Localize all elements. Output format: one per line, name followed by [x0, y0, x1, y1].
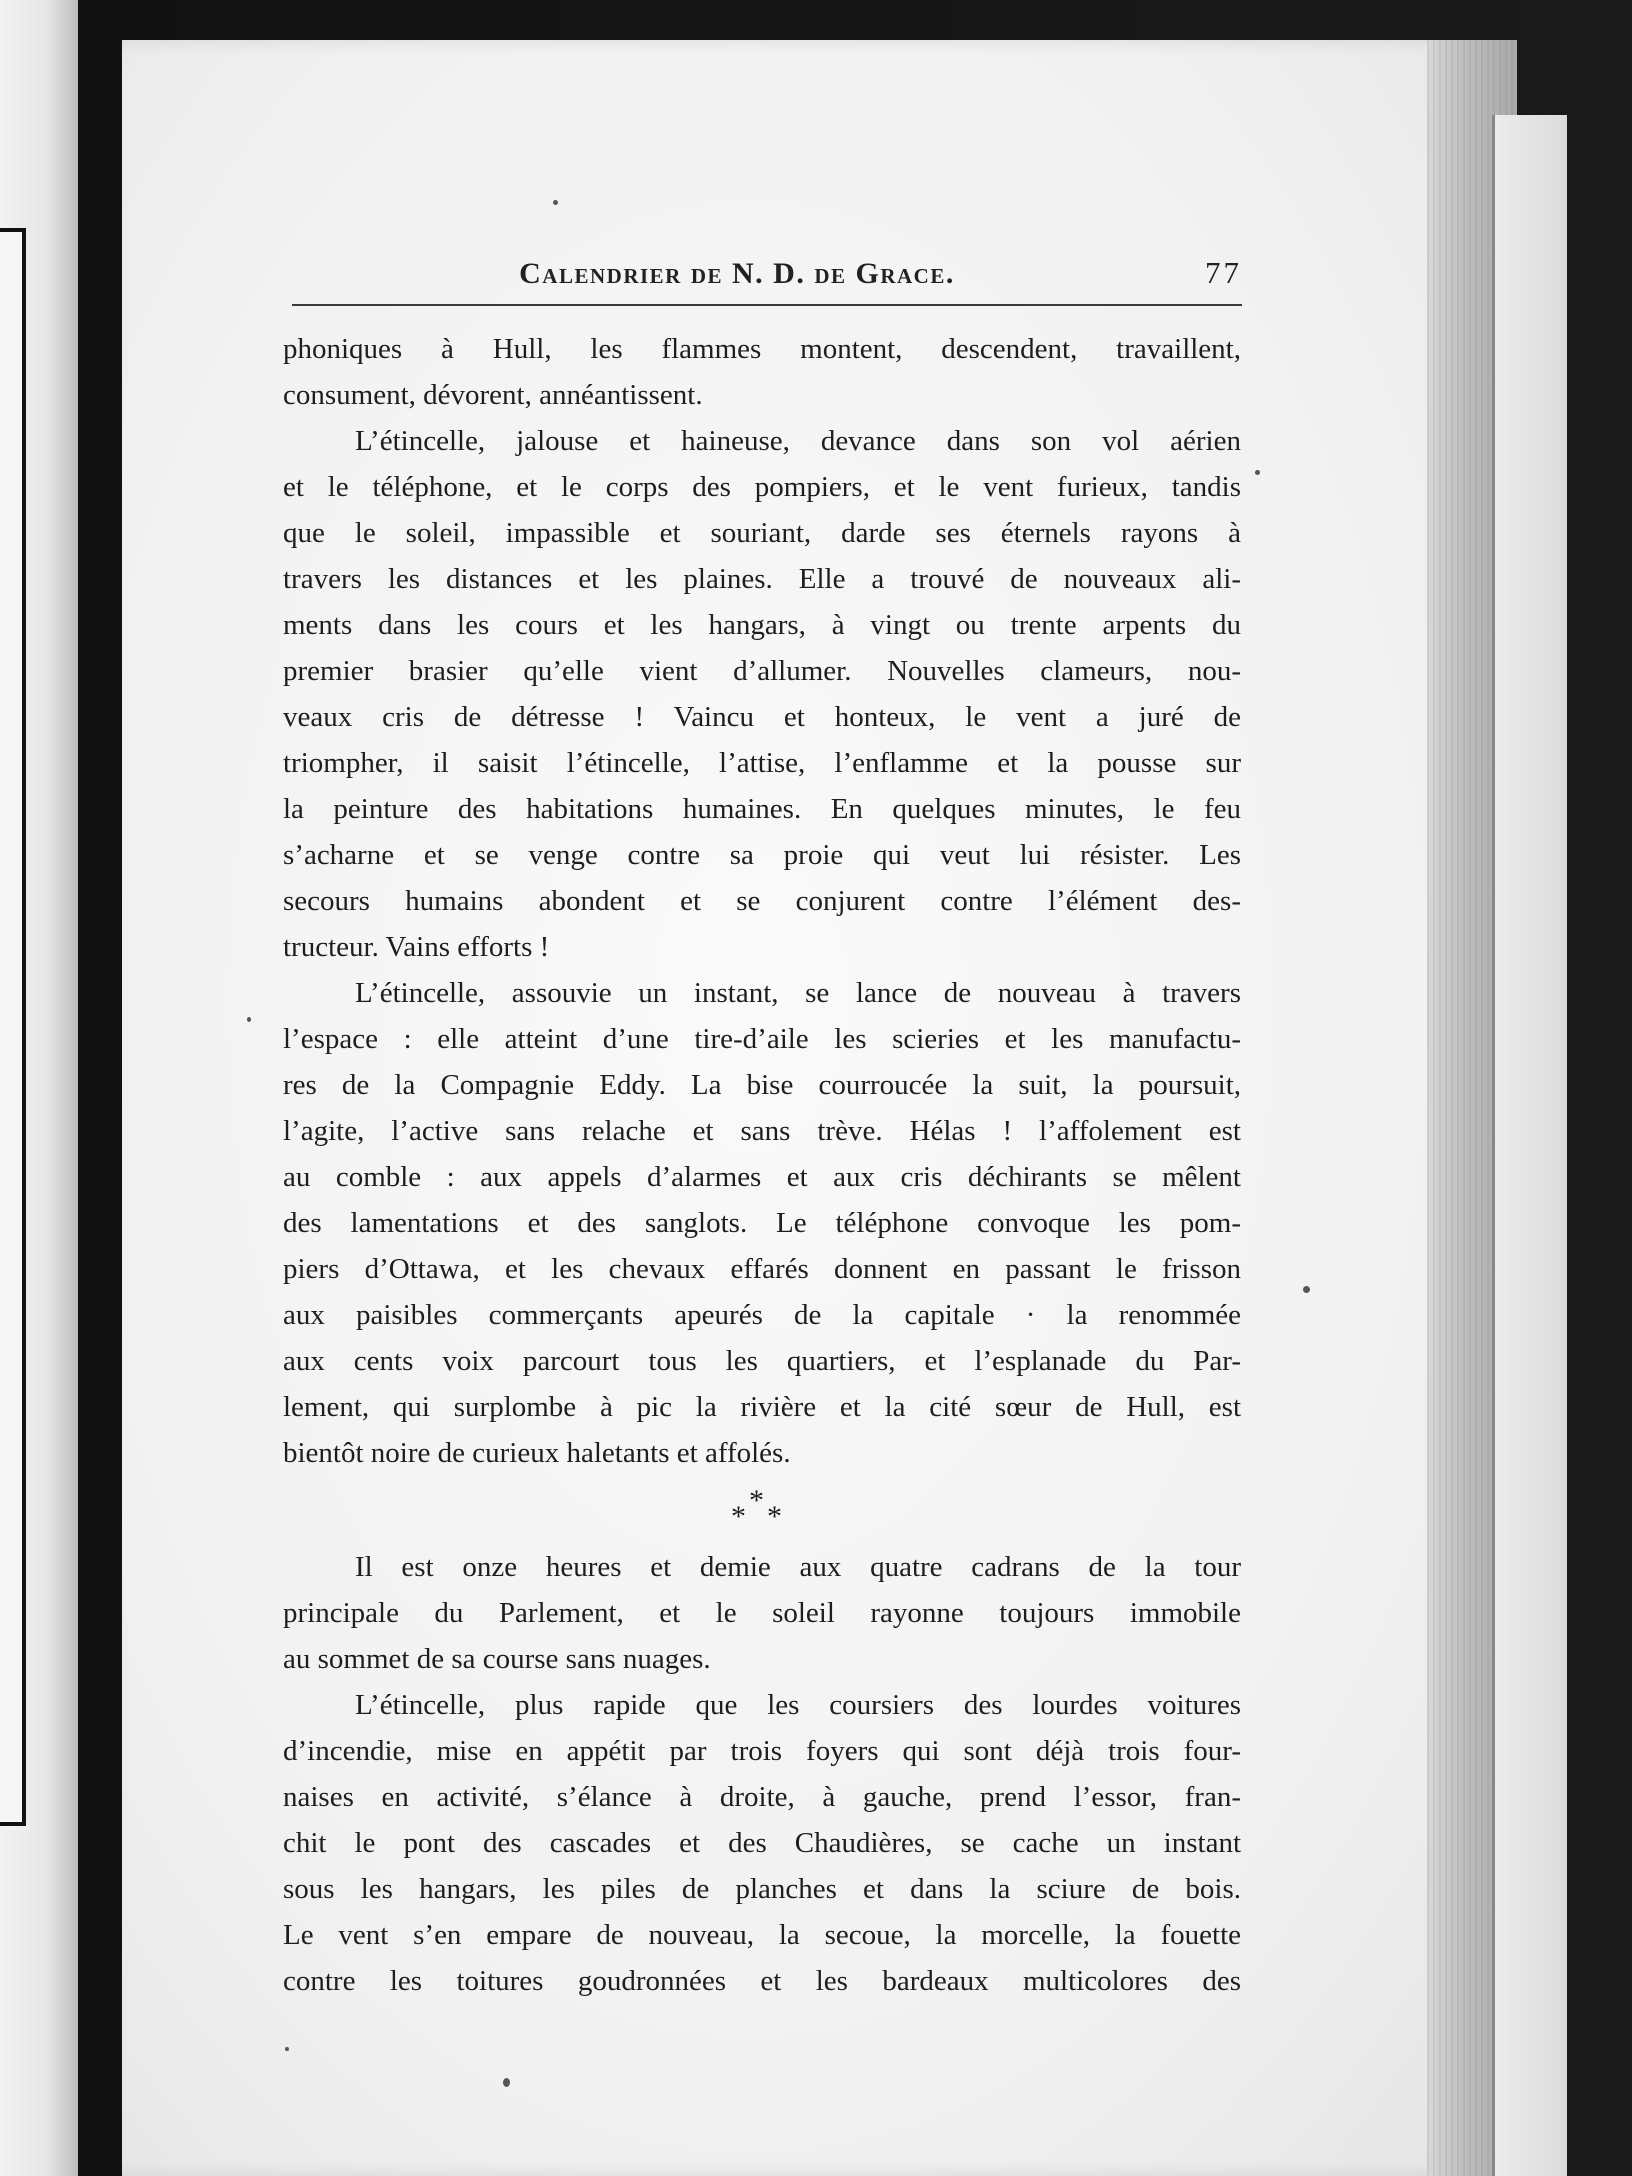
dust-speck: [503, 2078, 510, 2087]
asterism-star: *: [731, 1500, 746, 1533]
text-line: phoniques à Hull, les flammes montent, descendent, travaillent,: [283, 333, 1241, 365]
paragraph-3: [283, 970, 1241, 1476]
text-line: et le téléphone, et le corps des pompiers, et le vent furieux, tandis: [283, 471, 1241, 503]
text-line: consument, dévorent, annéantissent.: [283, 379, 703, 411]
text-line: veaux cris de détresse ! Vaincu et honteux, le vent a juré de: [283, 701, 1241, 733]
paragraph-4: [283, 1544, 1241, 1682]
page-header: [292, 253, 1242, 303]
text-line: triompher, il saisit l’étincelle, l’attise, l’enflamme et la pousse sur: [283, 747, 1241, 779]
text-line: L’étincelle, jalouse et haineuse, devance dans son vol aérien: [355, 425, 1241, 457]
text-line: travers les distances et les plaines. Elle a trouvé de nouveaux ali-: [283, 563, 1241, 595]
text-line: s’acharne et se venge contre sa proie qui veut lui résister. Les: [283, 839, 1241, 871]
dust-speck: [247, 1017, 251, 1022]
page-body: [283, 326, 1241, 2004]
text-line: au comble : aux appels d’alarmes et aux cris déchirants se mêlent: [283, 1161, 1241, 1193]
text-line: contre les toitures goudronnées et les bardeaux multicolores des: [283, 1965, 1241, 1997]
text-line: tructeur. Vains efforts !: [283, 931, 550, 963]
text-line: d’incendie, mise en appétit par trois foyers qui sont déjà trois four-: [283, 1735, 1241, 1767]
text-line: chit le pont des cascades et des Chaudières, se cache un instant: [283, 1827, 1241, 1859]
text-line: l’agite, l’active sans relache et sans trève. Hélas ! l’affolement est: [283, 1115, 1241, 1147]
paragraph-5: [283, 1682, 1241, 2004]
text-line: aux cents voix parcourt tous les quartiers, et l’esplanade du Par-: [283, 1345, 1241, 1377]
dust-speck: [285, 2047, 289, 2051]
asterism-star: *: [767, 1500, 782, 1533]
next-page-edge: [1492, 115, 1567, 2176]
text-line: naises en activité, s’élance à droite, à gauche, prend l’essor, fran-: [283, 1781, 1241, 1813]
text-line: Il est onze heures et demie aux quatre cadrans de la tour: [355, 1551, 1241, 1583]
text-line: lement, qui surplombe à pic la rivière et la cité sœur de Hull, est: [283, 1391, 1241, 1423]
text-line: bientôt noire de curieux haletants et affolés.: [283, 1437, 791, 1469]
header-rule: [292, 304, 1242, 306]
text-line: res de la Compagnie Eddy. La bise courroucée la suit, la poursuit,: [283, 1069, 1241, 1101]
text-line: la peinture des habitations humaines. En quelques minutes, le feu: [283, 793, 1241, 825]
text-line: au sommet de sa course sans nuages.: [283, 1643, 711, 1675]
page-number: 77: [1205, 255, 1242, 290]
text-line: l’espace : elle atteint d’une tire-d’aile les scieries et les manufactu-: [283, 1023, 1241, 1055]
text-line: ments dans les cours et les hangars, à vingt ou trente arpents du: [283, 609, 1241, 641]
paragraph-2: [283, 418, 1241, 970]
dust-speck: [553, 200, 558, 205]
running-title: Calendrier de N. D. de Grace.: [519, 257, 955, 290]
text-line: principale du Parlement, et le soleil rayonne toujours immobile: [283, 1597, 1241, 1629]
asterism-star: *: [749, 1484, 764, 1517]
text-line: Le vent s’en empare de nouveau, la secoue, la morcelle, la fouette: [283, 1919, 1241, 1951]
left-page-frame: [0, 228, 26, 1826]
text-line: L’étincelle, assouvie un instant, se lance de nouveau à travers: [355, 977, 1241, 1009]
text-line: premier brasier qu’elle vient d’allumer. Nouvelles clameurs, nou-: [283, 655, 1241, 687]
paragraph-1: [283, 326, 1241, 418]
text-line: secours humains abondent et se conjurent contre l’élément des-: [283, 885, 1241, 917]
dust-speck: [1255, 470, 1260, 475]
text-line: des lamentations et des sanglots. Le téléphone convoque les pom-: [283, 1207, 1241, 1239]
text-line: piers d’Ottawa, et les chevaux effarés donnent en passant le frisson: [283, 1253, 1241, 1285]
text-line: L’étincelle, plus rapide que les coursiers des lourdes voitures: [355, 1689, 1241, 1721]
text-line: que le soleil, impassible et souriant, darde ses éternels rayons à: [283, 517, 1241, 549]
dust-speck: [1303, 1286, 1310, 1293]
left-page-edge: [0, 0, 78, 2176]
section-separator: [283, 1476, 1241, 1544]
text-line: sous les hangars, les piles de planches et dans la sciure de bois.: [283, 1873, 1241, 1905]
text-line: aux paisibles commerçants apeurés de la capitale · la renommée: [283, 1299, 1241, 1331]
